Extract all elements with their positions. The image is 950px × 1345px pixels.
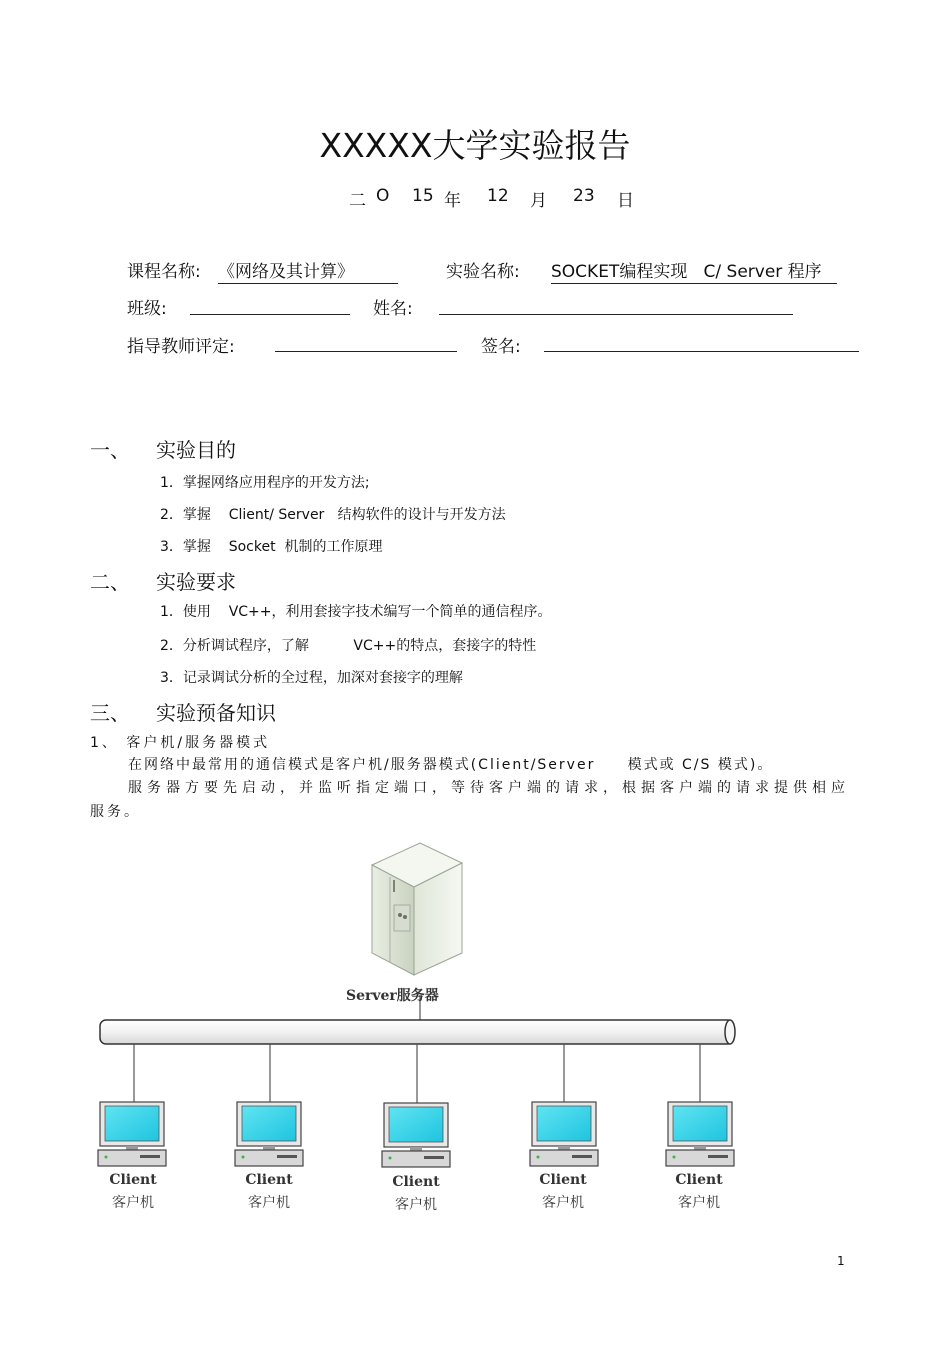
experiment-label: 实验名称: (446, 262, 520, 282)
list-item: 2．分析调试程序，了解 VC++的特点，套接字的特性 (160, 638, 537, 654)
client-label: Client (109, 1172, 157, 1188)
list-item: 1．掌握网络应用程序的开发方法; (160, 475, 370, 491)
client-computer-icon (530, 1102, 598, 1166)
list-item: 3．掌握 Socket 机制的工作原理 (160, 539, 383, 555)
class-field[interactable] (190, 314, 350, 315)
section-number: 二、 (90, 570, 130, 594)
name-label: 姓名: (373, 299, 413, 319)
date-part: 年 (444, 191, 461, 211)
client-label: Client (392, 1174, 440, 1190)
section-title: 实验要求 (156, 570, 236, 594)
course-label: 课程名称: (127, 262, 201, 282)
class-label: 班级: (127, 299, 167, 319)
sign-field[interactable] (544, 351, 859, 352)
teacher-field[interactable] (275, 351, 457, 352)
list-item: 3．记录调试分析的全过程，加深对套接字的理解 (160, 670, 463, 686)
client-computer-icon (98, 1102, 166, 1166)
date-part: O (376, 186, 390, 206)
paragraph: 服务器方要先启动，并监听指定端口，等待客户端的请求，根据客户端的请求提供相应 (128, 780, 850, 796)
course-value: 《网络及其计算》 (218, 257, 398, 284)
client-label-zh: 客户机 (542, 1195, 584, 1211)
report-title: XXXXX大学实验报告 (319, 126, 631, 165)
section-number: 一、 (90, 438, 130, 462)
name-field[interactable] (439, 314, 793, 315)
date-part: 日 (617, 191, 634, 211)
client-label: Client (539, 1172, 587, 1188)
client-computer-icon (382, 1103, 450, 1167)
paragraph: 在网络中最常用的通信模式是客户机/服务器模式(Client/Server 模式或 C/S 模式)。 (128, 757, 774, 773)
date-year: 15 (412, 186, 434, 206)
client-label-zh: 客户机 (112, 1195, 154, 1211)
client-label-zh: 客户机 (678, 1195, 720, 1211)
section-title: 实验目的 (156, 438, 236, 462)
client-server-diagram (90, 835, 750, 1220)
server-icon (372, 843, 462, 975)
list-item: 2．掌握 Client/ Server 结构软件的设计与开发方法 (160, 507, 506, 523)
date-month: 12 (487, 186, 509, 206)
list-item: 1．使用 VC++，利用套接字技术编写一个简单的通信程序。 (160, 604, 552, 620)
client-computer-icon (666, 1102, 734, 1166)
subsection-title: 1、 客户机/服务器模式 (90, 735, 271, 751)
teacher-label: 指导教师评定: (127, 337, 235, 357)
date-day: 23 (573, 186, 595, 206)
client-label: Client (675, 1172, 723, 1188)
client-label: Client (245, 1172, 293, 1188)
page-number: 1 (837, 1254, 845, 1268)
client-label-zh: 客户机 (248, 1195, 290, 1211)
sign-label: 签名: (481, 337, 521, 357)
date-part: 月 (530, 191, 547, 211)
paragraph: 服务。 (90, 804, 141, 820)
experiment-value: SOCKET编程实现 C/ Server 程序 (551, 257, 837, 284)
client-computer-icon (235, 1102, 303, 1166)
server-label: Server服务器 (346, 988, 439, 1004)
section-title: 实验预备知识 (156, 701, 276, 725)
section-number: 三、 (90, 701, 130, 725)
date-part: 二 (349, 191, 366, 211)
client-label-zh: 客户机 (395, 1197, 437, 1213)
network-bus (100, 1020, 735, 1044)
